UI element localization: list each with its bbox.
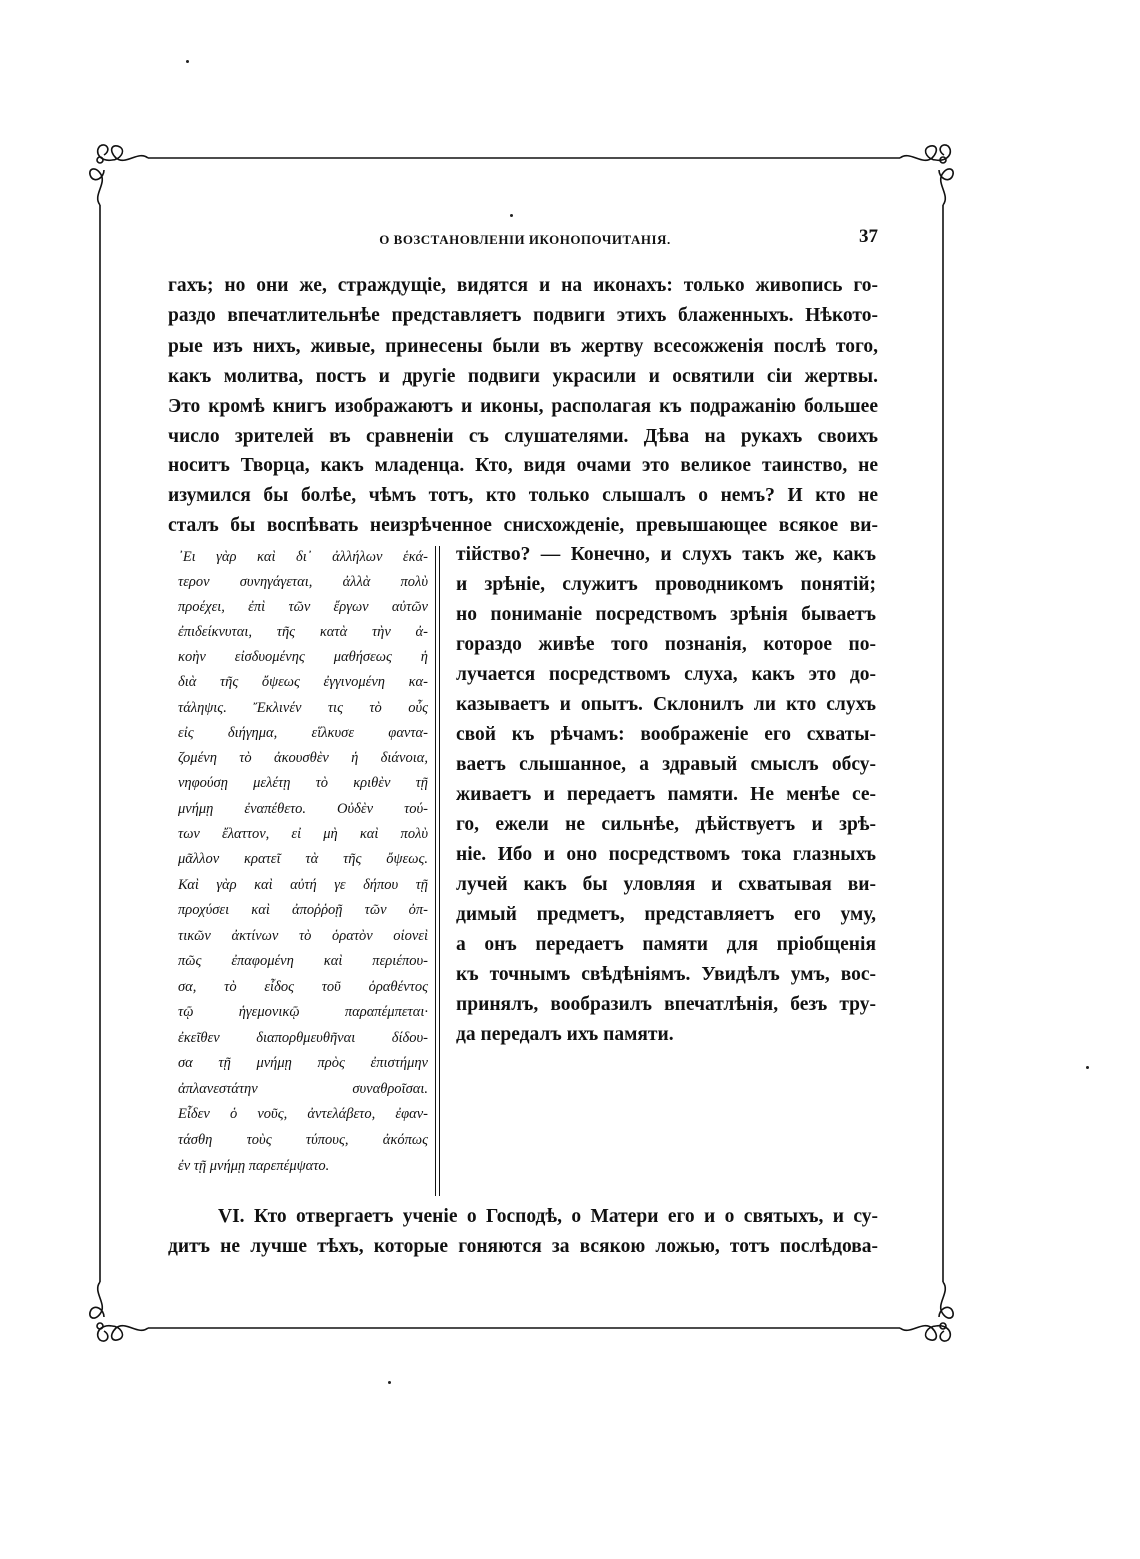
text-line: принялъ, вообразилъ впечатлѣнія, безъ тру- [456,994,876,1015]
greek-note-line: ζομένη τὸ ἀκουσθὲν ἡ διάνοια, [178,750,428,766]
greek-note-line: εἰς διήγημα, εἵλκυσε φαντα- [178,725,428,741]
text-line: гахъ; но они же, страждущіе, видятся и на иконахъ: только живопись го- [168,275,878,296]
text-line: свой къ рѣчамъ: воображеніе его схваты- [456,724,876,745]
text-line: и зрѣніе, служитъ проводникомъ понятій; [456,574,876,595]
greek-note-line: πῶς ἐπαφομένη καὶ περιέπου- [178,953,428,969]
text-line: ніе. Ибо и оно посредствомъ тока глазныхъ [456,844,876,865]
greek-note-line: μᾶλλον κρατεῖ τὰ τῆς ὄψεως. [178,851,428,867]
text-line: къ точнымъ свѣдѣніямъ. Увидѣлъ умъ, вос- [456,964,876,985]
greek-note-line: σα τῇ μνήμῃ πρὸς ἐπιστήμην [178,1055,428,1071]
column-divider [435,546,440,1196]
print-speck [388,1381,391,1384]
text-line: рые изъ нихъ, живые, принесены были въ жертву всесожженія послѣ того, [168,336,878,357]
text-line: а онъ передаетъ памяти для пріобщенія [456,934,876,955]
text-line: лучей какъ бы уловляя и схватывая ви- [456,874,876,895]
text-line: го, ежели не сильнѣе, дѣйствуетъ и зрѣ- [456,814,876,835]
running-title: О ВОЗСТАНОВЛЕНІИ ИКОНОПОЧИТАНІЯ. [379,232,671,247]
text-line: гораздо живѣе того познанія, которое по- [456,634,876,655]
text-line: сталъ бы воспѣвать неизрѣченное снисхожденіе, превышающее всякое ви- [168,515,878,536]
text-line: димый предметъ, представляетъ его уму, [456,904,876,925]
greek-note-line: προχύσει καὶ ἀποῤῥοῇ τῶν ὀπ- [178,902,428,918]
text-line: казываетъ и опытъ. Склонилъ ли кто слухъ [456,694,876,715]
text-line: Это кромѣ книгъ изображаютъ и иконы, располагая къ подражанію большее [168,396,878,417]
section-vi-line: дитъ не лучше тѣхъ, которые гоняются за всякою ложью, тотъ послѣдова- [168,1236,878,1257]
text-line: носитъ Творца, какъ младенца. Кто, видя очами это великое таинство, не [168,455,878,476]
print-speck [1086,1066,1089,1069]
print-speck [186,60,189,63]
greek-note-line: ἐν τῇ μνήμῃ παρεπέμψατο. [178,1158,330,1174]
text-line: ваетъ слышанное, а здравый смыслъ обсу- [456,754,876,775]
print-speck [510,214,513,217]
text-line: но пониманіе посредствомъ зрѣнія бываетъ [456,604,876,625]
greek-note-line: Εἶδεν ὁ νοῦς, ἀντελάβετο, ἐφαν- [178,1106,428,1122]
page-number: 37 [859,226,878,247]
text-line: раздо впечатлительнѣе представляетъ подвиги этихъ блаженныхъ. Нѣкото- [168,305,878,326]
section-vi-line: VI. Кто отвергаетъ ученіе о Господѣ, о Матери его и о святыхъ, и су- [218,1206,878,1227]
greek-note-line: κοὴν εἰσδυομένης μαθήσεως ἡ [178,649,428,665]
text-line: да передалъ ихъ памяти. [456,1024,674,1045]
greek-note-line: τικῶν ἀκτίνων τὸ ὁρατὸν οἱονεὶ [178,928,428,944]
greek-note-line: τῷ ἡγεμονικῷ παραπέμπεται· [178,1004,428,1020]
greek-note-line: τάσθη τοὺς τύπους, ἀκόπως [178,1132,428,1148]
greek-note-line: προέχει, ἐπὶ τῶν ἔργων αὐτῶν [178,599,428,615]
text-line: тійство? — Конечно, и слухъ такъ же, какъ [456,544,876,565]
text-line: число зрителей въ сравненіи съ слушателями. Дѣва на рукахъ своихъ [168,426,878,447]
greek-note-line: μνήμῃ ἐναπέθετο. Οὐδὲν τού- [178,801,428,817]
greek-note-line: νηφούσῃ μελέτῃ τὸ κριθὲν τῇ [178,775,428,791]
text-line: лучается посредствомъ слуха, какъ это до- [456,664,876,685]
greek-note-line: ᾿Ει γὰρ καὶ δι᾿ ἀλλήλων ἑκά- [178,549,428,565]
corner-ornament-bottom-right [900,1282,953,1341]
greek-note-line: διὰ τῆς ὄψεως ἐγγινομένη κα- [178,674,428,690]
text-line: какъ молитва, постъ и другіе подвиги украсили и освятили сіи жертвы. [168,366,878,387]
greek-note-line: σα, τὸ εἶδος τοῦ ὁραθέντος [178,979,428,995]
greek-note-line: των ἔλαττον, εἰ μὴ καὶ πολὺ [178,826,428,842]
corner-ornament-bottom-left [90,1282,148,1341]
greek-note-line: τάληψις. Ἔκλινέν τις τὸ οὖς [178,700,428,716]
text-line: живаетъ и передаетъ памяти. Не менѣе се- [456,784,876,805]
greek-note-line: ἀπλανεστάτην συναθροῖσαι. [178,1081,428,1097]
text-line: изумился бы болѣе, чѣмъ тотъ, кто только слышалъ о немъ? И кто не [168,485,878,506]
greek-note-line: ἐκεῖθεν διαπορθμευθῆναι δίδου- [178,1030,428,1046]
greek-note-line: Καὶ γὰρ καὶ αὐτή γε δήπου τῇ [178,877,428,893]
greek-note-line: ἐπιδείκνυται, τῆς κατὰ τὴν ἀ- [178,624,428,640]
corner-ornament-top-left [90,145,148,205]
greek-note-line: τερον συνηγάγεται, ἀλλὰ πολὺ [178,574,428,590]
corner-ornament-top-right [900,145,953,205]
